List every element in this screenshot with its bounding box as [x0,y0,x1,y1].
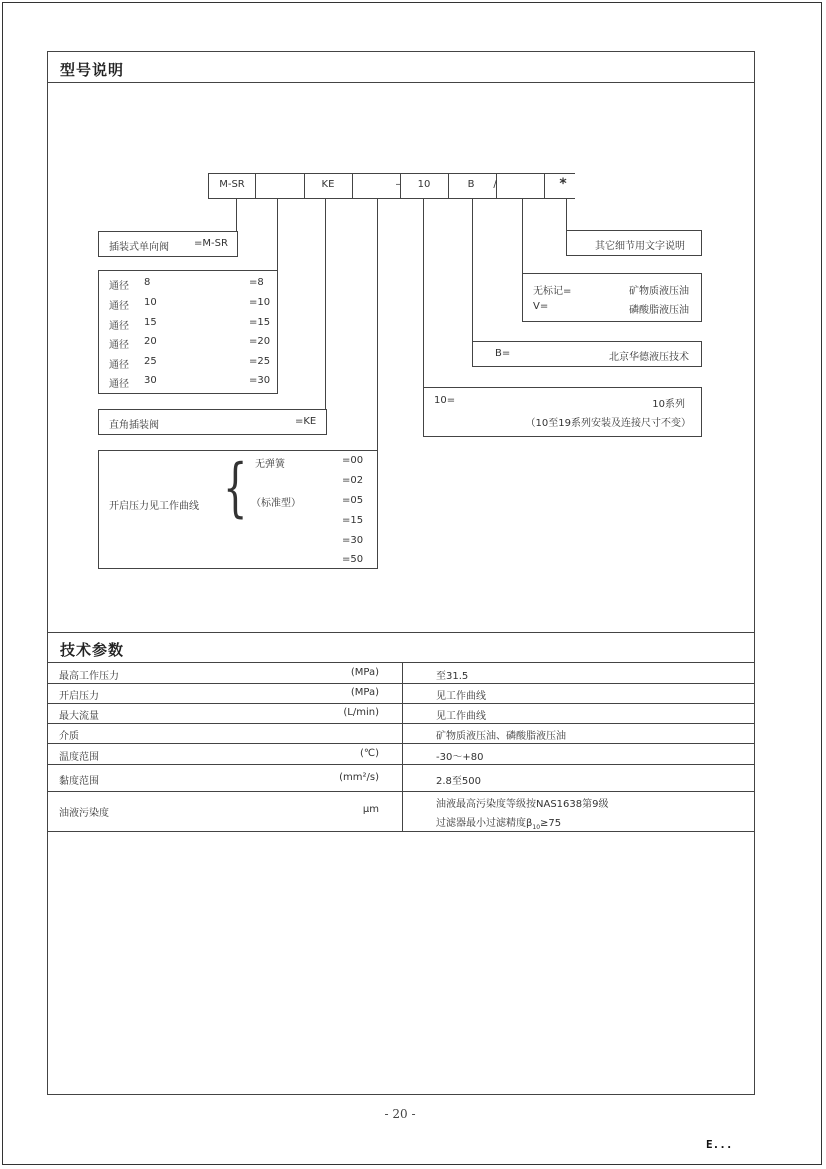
connector-other [566,199,567,231]
connector-size [277,199,278,271]
size-label: 通径 [109,360,129,371]
connector-ke [325,199,326,410]
size-value: =15 [249,317,271,328]
opening-value: =30 [342,535,364,546]
params-table [47,662,755,832]
table-row [47,703,755,723]
series-note: （10至19系列安装及连接尺寸不变） [525,418,691,429]
right-angle-box [98,409,327,435]
param-value: 见工作曲线 [436,691,486,702]
cartridge-box [98,231,238,257]
size-value: =30 [249,375,271,386]
right-angle-label: 直角插装阀 [109,420,159,431]
connector-medium [522,199,523,273]
page-number: - 20 - [384,1107,416,1121]
opening-label: 开启压力见工作曲线 [109,501,199,512]
divider [47,632,755,633]
param-name: 介质 [59,731,79,742]
param-unit: (MPa) [350,687,379,698]
size-label: 通径 [109,281,129,292]
size-label: 通径 [109,379,129,390]
medium-none-value: 矿物质液压油 [629,286,689,297]
connector-msr [236,199,237,232]
beta-subscript: 10 [532,824,541,831]
param-name: 最高工作压力 [59,671,119,682]
other-details-label: 其它细节用文字说明 [595,241,685,252]
medium-v-label: V= [533,301,549,312]
code-slash: / [493,179,497,190]
param-value: 矿物质液压油、磷酸脂液压油 [436,731,566,742]
param-value: 油液最高污染度等级按NAS1638第9级 [436,799,609,810]
code-dash: – [395,179,401,190]
series-label: 10= [434,395,456,406]
param-unit: (MPa) [350,667,379,678]
opening-value: =02 [342,475,364,486]
cartridge-label: 插装式单向阀 [109,242,169,253]
right-angle-value: =KE [295,416,317,427]
beta-suffix: ≥75 [540,818,562,829]
content-frame [47,51,755,1095]
connector-opening [377,199,378,451]
size-value: =25 [249,356,271,367]
brand-box [472,341,702,367]
param-value: 见工作曲线 [436,711,486,722]
param-unit: (mm²/s) [339,772,379,783]
code-b: B [467,179,475,190]
model-code-row [208,173,575,199]
size-value: =20 [249,336,271,347]
code-series: 10 [417,179,431,190]
param-value: 至31.5 [436,671,469,682]
cartridge-value: =M-SR [194,238,228,249]
param-name: 开启压力 [59,691,99,702]
size-label: 通径 [109,340,129,351]
opening-value: =00 [342,455,364,466]
size-number: 30 [144,375,157,386]
opening-value: =15 [342,515,364,526]
series-box [423,387,702,437]
medium-box [522,273,702,322]
param-value: -30～+80 [436,752,484,763]
size-number: 10 [144,297,157,308]
curly-brace: { [223,451,248,525]
model-section-title: 型号说明 [60,61,125,79]
size-number: 8 [144,277,151,288]
brand-label: B= [495,348,511,359]
size-value: =8 [249,277,264,288]
table-row [47,723,755,743]
param-unit: μm [362,804,379,815]
medium-none-label: 无标记= [533,286,572,297]
beta-prefix: 过滤器最小过滤精度β [436,818,533,829]
table-row [47,662,755,683]
code-msr: M-SR [219,179,245,190]
size-label: 通径 [109,301,129,312]
param-name: 温度范围 [59,752,99,763]
size-box [98,270,278,394]
code-ke: KE [321,179,335,190]
param-unit: (℃) [359,748,379,759]
series-value: 10系列 [652,399,685,410]
opening-pressure-box [98,450,378,569]
size-number: 20 [144,336,157,347]
param-name: 油液污染度 [59,808,109,819]
opening-value: =05 [342,495,364,506]
corner-mark: E... [706,1138,733,1151]
param-unit: (L/min) [343,707,379,718]
param-name: 黏度范围 [59,776,99,787]
table-row [47,791,755,831]
opening-value: =50 [342,554,364,565]
brand-value: 北京华德液压技术 [609,352,689,363]
param-value: 2.8至500 [436,776,481,787]
connector-brand [472,199,473,342]
param-value-beta [436,814,561,831]
code-star: * [559,176,567,192]
standard-label: （标准型） [251,498,301,509]
tech-section-title: 技术参数 [60,641,125,659]
no-spring-label: 无弹簧 [255,459,285,470]
connector-series [423,199,424,387]
table-row [47,743,755,764]
divider [47,82,755,83]
size-number: 15 [144,317,157,328]
size-number: 25 [144,356,157,367]
other-details-box [566,230,702,256]
table-row [47,764,755,791]
param-name: 最大流量 [59,711,99,722]
size-value: =10 [249,297,271,308]
table-row [47,683,755,703]
medium-v-value: 磷酸脂液压油 [629,305,689,316]
size-label: 通径 [109,321,129,332]
